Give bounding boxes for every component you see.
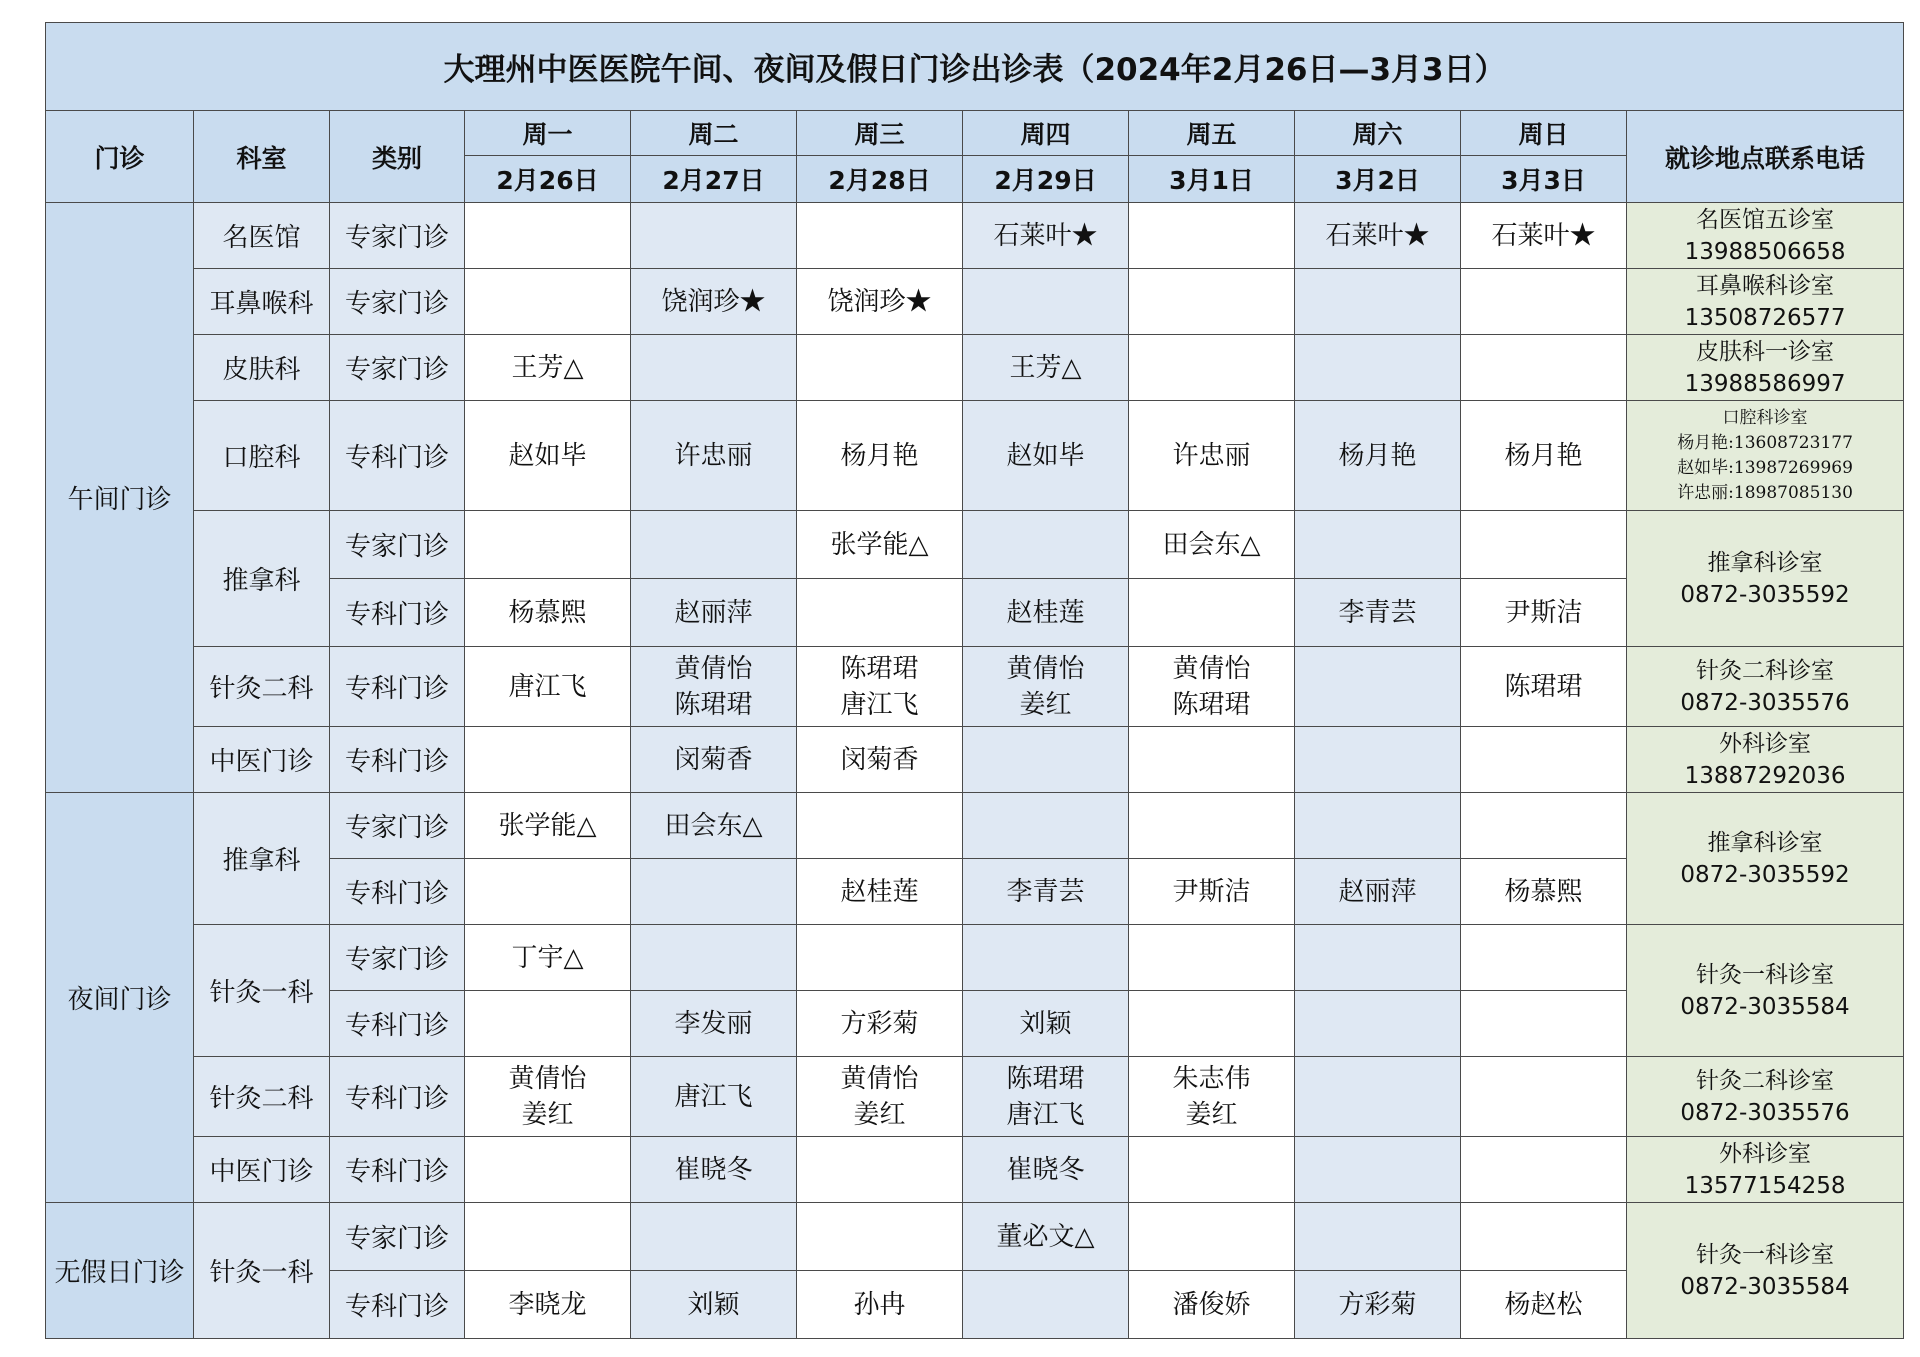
doctor-cell-thu: [963, 511, 1129, 579]
table-row: [46, 203, 1904, 269]
dept-cell: 耳鼻喉科: [194, 269, 330, 335]
doctor-cell-wed: [797, 859, 963, 925]
contact-location: 外科诊室: [1719, 1140, 1812, 1167]
doctor-name: 姜红: [521, 1099, 574, 1130]
category-cell: 专科门诊: [330, 401, 465, 511]
doctor-name: 潘俊娇: [1172, 1289, 1251, 1320]
contact-phone: 0872-3035584: [1680, 993, 1850, 1020]
doctor-cell-sun: [1461, 1057, 1627, 1137]
header-day-sun: 周日: [1461, 111, 1627, 156]
contact-cell: [1627, 1057, 1904, 1137]
doctor-name: 饶润珍★: [827, 286, 932, 317]
header-date-sun: 3月3日: [1461, 156, 1627, 203]
doctor-cell-sat: [1295, 727, 1461, 793]
contact-location: 推拿科诊室: [1707, 549, 1823, 576]
doctor-name: 田会东△: [664, 810, 763, 841]
contact-phone: 0872-3035592: [1680, 861, 1850, 888]
doctor-cell-fri: [1129, 793, 1295, 859]
table-row: [46, 1203, 1904, 1271]
doctor-cell-fri: [1129, 1057, 1295, 1137]
doctor-cell-wed: [797, 727, 963, 793]
doctor-cell-fri: [1129, 1203, 1295, 1271]
doctor-name: 杨慕熙: [1504, 876, 1583, 907]
doctor-cell-tue: [631, 991, 797, 1057]
table-row: [46, 335, 1904, 401]
doctor-name: 唐江飞: [1006, 1099, 1085, 1130]
doctor-cell-wed: [797, 1203, 963, 1271]
doctor-cell-mon: [465, 401, 631, 511]
doctor-cell-wed: [797, 401, 963, 511]
doctor-cell-fri: [1129, 991, 1295, 1057]
doctor-name: 尹斯洁: [1504, 597, 1583, 628]
doctor-cell-mon: [465, 859, 631, 925]
doctor-cell-tue: [631, 335, 797, 401]
header-session: 门诊: [46, 111, 194, 203]
doctor-cell-thu: [963, 335, 1129, 401]
contact-location: 针灸二科诊室: [1696, 657, 1835, 684]
contact-location: 针灸二科诊室: [1696, 1067, 1835, 1094]
dept-cell: 推拿科: [194, 793, 330, 925]
doctor-cell-sun: [1461, 579, 1627, 647]
category-cell: 专家门诊: [330, 793, 465, 859]
doctor-name: 杨赵松: [1504, 1289, 1583, 1320]
contact-location: 名医馆五诊室: [1696, 206, 1835, 233]
doctor-cell-sun: [1461, 647, 1627, 727]
category-cell: 专科门诊: [330, 1137, 465, 1203]
doctor-cell-fri: [1129, 401, 1295, 511]
doctor-name: 赵桂莲: [840, 876, 919, 907]
doctor-cell-mon: [465, 1057, 631, 1137]
doctor-cell-wed: [797, 335, 963, 401]
header-day-thu: 周四: [963, 111, 1129, 156]
category-cell: 专科门诊: [330, 1057, 465, 1137]
category-cell: 专科门诊: [330, 647, 465, 727]
dept-cell: 皮肤科: [194, 335, 330, 401]
category-cell: 专科门诊: [330, 579, 465, 647]
contact-location: 皮肤科一诊室: [1696, 338, 1835, 365]
category-cell: 专科门诊: [330, 727, 465, 793]
doctor-cell-thu: [963, 269, 1129, 335]
doctor-cell-sat: [1295, 579, 1461, 647]
doctor-cell-wed: [797, 925, 963, 991]
doctor-cell-sun: [1461, 1271, 1627, 1339]
doctor-cell-thu: [963, 727, 1129, 793]
contact-phone: 杨月艳:13608723177: [1677, 432, 1853, 453]
doctor-cell-tue: [631, 1203, 797, 1271]
doctor-name: 孙冉: [853, 1289, 906, 1320]
header-date-wed: 2月28日: [797, 156, 963, 203]
dept-cell: 中医门诊: [194, 1137, 330, 1203]
contact-phone: 13577154258: [1684, 1172, 1846, 1199]
doctor-cell-sat: [1295, 1203, 1461, 1271]
doctor-cell-tue: [631, 1271, 797, 1339]
header-day-fri: 周五: [1129, 111, 1295, 156]
header-day-mon: 周一: [465, 111, 631, 156]
header-date-fri: 3月1日: [1129, 156, 1295, 203]
header-date-thu: 2月29日: [963, 156, 1129, 203]
table-title: 大理州中医医院午间、夜间及假日门诊出诊表（2024年2月26日—3月3日）: [46, 23, 1904, 111]
table-row: [46, 647, 1904, 727]
contact-phone: 13988586997: [1684, 370, 1846, 397]
doctor-cell-mon: [465, 925, 631, 991]
doctor-name: 王芳△: [1009, 352, 1082, 383]
doctor-name: 丁宇△: [511, 942, 584, 973]
doctor-cell-sat: [1295, 647, 1461, 727]
doctor-cell-wed: [797, 1137, 963, 1203]
doctor-cell-sat: [1295, 859, 1461, 925]
doctor-cell-fri: [1129, 579, 1295, 647]
doctor-name: 赵丽萍: [674, 597, 753, 628]
doctor-cell-sat: [1295, 401, 1461, 511]
doctor-cell-mon: [465, 269, 631, 335]
header-date-sat: 3月2日: [1295, 156, 1461, 203]
doctor-cell-sun: [1461, 203, 1627, 269]
doctor-name: 闵菊香: [674, 744, 753, 775]
doctor-cell-wed: [797, 269, 963, 335]
contact-cell: [1627, 925, 1904, 1057]
doctor-cell-sun: [1461, 335, 1627, 401]
doctor-name: 黄倩怡: [1006, 653, 1085, 684]
header-row-days: [46, 111, 1904, 156]
doctor-cell-wed: [797, 793, 963, 859]
schedule-table: [45, 22, 1904, 1339]
doctor-cell-tue: [631, 579, 797, 647]
doctor-name: 姜红: [1185, 1099, 1238, 1130]
doctor-name: 唐江飞: [674, 1081, 753, 1112]
doctor-cell-wed: [797, 511, 963, 579]
contact-cell: [1627, 1137, 1904, 1203]
category-cell: 专家门诊: [330, 925, 465, 991]
doctor-name: 王芳△: [511, 352, 584, 383]
doctor-name: 赵桂莲: [1006, 597, 1085, 628]
contact-location: 口腔科诊室: [1722, 407, 1808, 428]
doctor-name: 唐江飞: [508, 671, 587, 702]
doctor-cell-sun: [1461, 793, 1627, 859]
doctor-cell-mon: [465, 511, 631, 579]
doctor-name: 陈珺珺: [1006, 1063, 1085, 1094]
header-day-wed: 周三: [797, 111, 963, 156]
header-category: 类别: [330, 111, 465, 203]
doctor-cell-sat: [1295, 269, 1461, 335]
doctor-cell-tue: [631, 203, 797, 269]
header-dept: 科室: [194, 111, 330, 203]
doctor-cell-sat: [1295, 793, 1461, 859]
doctor-cell-wed: [797, 1057, 963, 1137]
session-cell: 夜间门诊: [46, 793, 194, 1203]
table-row: [46, 925, 1904, 991]
dept-cell: 名医馆: [194, 203, 330, 269]
doctor-cell-tue: [631, 793, 797, 859]
table-row: [46, 793, 1904, 859]
contact-cell: [1627, 727, 1904, 793]
contact-phone: 13988506658: [1684, 238, 1846, 265]
doctor-cell-fri: [1129, 925, 1295, 991]
doctor-cell-thu: [963, 1137, 1129, 1203]
doctor-cell-sun: [1461, 859, 1627, 925]
doctor-name: 许忠丽: [1172, 440, 1251, 471]
doctor-cell-fri: [1129, 335, 1295, 401]
contact-cell: [1627, 1203, 1904, 1339]
category-cell: 专家门诊: [330, 1203, 465, 1271]
doctor-cell-tue: [631, 925, 797, 991]
header-day-tue: 周二: [631, 111, 797, 156]
doctor-cell-fri: [1129, 727, 1295, 793]
contact-phone: 0872-3035584: [1680, 1273, 1850, 1300]
doctor-cell-sat: [1295, 925, 1461, 991]
doctor-name: 黄倩怡: [840, 1063, 919, 1094]
contact-phone: 赵如毕:13987269969: [1677, 457, 1853, 478]
doctor-cell-fri: [1129, 1137, 1295, 1203]
doctor-name: 石莱叶★: [1491, 220, 1596, 251]
doctor-cell-thu: [963, 1057, 1129, 1137]
table-row: [46, 727, 1904, 793]
table-row: [46, 1137, 1904, 1203]
contact-cell: [1627, 269, 1904, 335]
doctor-name: 方彩菊: [1338, 1289, 1417, 1320]
doctor-cell-mon: [465, 203, 631, 269]
doctor-cell-tue: [631, 859, 797, 925]
category-cell: 专科门诊: [330, 1271, 465, 1339]
contact-cell: [1627, 647, 1904, 727]
contact-phone: 0872-3035576: [1680, 689, 1850, 716]
contact-location: 针灸一科诊室: [1696, 961, 1835, 988]
doctor-name: 刘颖: [687, 1289, 740, 1320]
session-cell: 午间门诊: [46, 203, 194, 793]
doctor-cell-sat: [1295, 203, 1461, 269]
doctor-name: 石莱叶★: [993, 220, 1098, 251]
contact-location: 耳鼻喉科诊室: [1696, 272, 1835, 299]
doctor-name: 李青芸: [1006, 876, 1085, 907]
header-date-tue: 2月27日: [631, 156, 797, 203]
doctor-name: 杨月艳: [840, 440, 919, 471]
dept-cell: 针灸一科: [194, 925, 330, 1057]
table-row: [46, 1057, 1904, 1137]
category-cell: 专科门诊: [330, 859, 465, 925]
doctor-name: 董必文△: [996, 1221, 1095, 1252]
dept-cell: 针灸二科: [194, 1057, 330, 1137]
table-row: [46, 401, 1904, 511]
doctor-name: 李发丽: [674, 1008, 753, 1039]
contact-cell: [1627, 401, 1904, 511]
dept-cell: 针灸一科: [194, 1203, 330, 1339]
doctor-cell-sun: [1461, 1203, 1627, 1271]
doctor-cell-thu: [963, 1271, 1129, 1339]
doctor-name: 唐江飞: [840, 689, 919, 720]
doctor-cell-thu: [963, 579, 1129, 647]
title-row: [46, 23, 1904, 111]
doctor-name: 刘颖: [1019, 1008, 1072, 1039]
doctor-cell-fri: [1129, 1271, 1295, 1339]
contact-phone: 13887292036: [1684, 762, 1846, 789]
doctor-cell-sun: [1461, 1137, 1627, 1203]
doctor-name: 黄倩怡: [1172, 653, 1251, 684]
table-row: [46, 269, 1904, 335]
doctor-cell-sun: [1461, 401, 1627, 511]
doctor-cell-fri: [1129, 511, 1295, 579]
doctor-name: 姜红: [853, 1099, 906, 1130]
doctor-name: 尹斯洁: [1172, 876, 1251, 907]
contact-phone: 0872-3035576: [1680, 1099, 1850, 1126]
doctor-cell-sun: [1461, 991, 1627, 1057]
table-row: [46, 511, 1904, 579]
doctor-cell-mon: [465, 1203, 631, 1271]
doctor-cell-sat: [1295, 1137, 1461, 1203]
doctor-cell-fri: [1129, 859, 1295, 925]
doctor-cell-tue: [631, 1137, 797, 1203]
category-cell: 专科门诊: [330, 991, 465, 1057]
doctor-cell-sat: [1295, 511, 1461, 579]
doctor-cell-thu: [963, 401, 1129, 511]
doctor-cell-fri: [1129, 269, 1295, 335]
doctor-name: 姜红: [1019, 689, 1072, 720]
doctor-name: 赵丽萍: [1338, 876, 1417, 907]
header-day-sat: 周六: [1295, 111, 1461, 156]
header-date-mon: 2月26日: [465, 156, 631, 203]
doctor-cell-mon: [465, 335, 631, 401]
doctor-cell-thu: [963, 859, 1129, 925]
doctor-cell-tue: [631, 1057, 797, 1137]
doctor-cell-thu: [963, 1203, 1129, 1271]
doctor-cell-mon: [465, 579, 631, 647]
doctor-cell-wed: [797, 991, 963, 1057]
doctor-cell-thu: [963, 925, 1129, 991]
category-cell: 专家门诊: [330, 203, 465, 269]
contact-cell: [1627, 203, 1904, 269]
doctor-name: 陈珺珺: [674, 689, 753, 720]
doctor-name: 田会东△: [1162, 529, 1261, 560]
dept-cell: 口腔科: [194, 401, 330, 511]
doctor-cell-tue: [631, 269, 797, 335]
doctor-cell-sat: [1295, 1057, 1461, 1137]
doctor-cell-mon: [465, 1137, 631, 1203]
doctor-cell-sat: [1295, 335, 1461, 401]
doctor-name: 朱志伟: [1172, 1063, 1251, 1094]
doctor-cell-tue: [631, 647, 797, 727]
doctor-name: 黄倩怡: [674, 653, 753, 684]
doctor-cell-sun: [1461, 925, 1627, 991]
contact-cell: [1627, 335, 1904, 401]
doctor-name: 杨月艳: [1504, 440, 1583, 471]
doctor-name: 崔晓冬: [1006, 1154, 1085, 1185]
session-cell: 无假日门诊: [46, 1203, 194, 1339]
doctor-cell-mon: [465, 793, 631, 859]
doctor-cell-thu: [963, 203, 1129, 269]
doctor-cell-tue: [631, 727, 797, 793]
category-cell: 专家门诊: [330, 269, 465, 335]
dept-cell: 针灸二科: [194, 647, 330, 727]
doctor-name: 李晓龙: [508, 1289, 587, 1320]
contact-cell: [1627, 511, 1904, 647]
doctor-cell-sun: [1461, 511, 1627, 579]
doctor-cell-sun: [1461, 269, 1627, 335]
contact-phone: 许忠丽:18987085130: [1677, 482, 1853, 503]
doctor-cell-tue: [631, 401, 797, 511]
category-cell: 专家门诊: [330, 335, 465, 401]
doctor-name: 陈珺珺: [1172, 689, 1251, 720]
doctor-name: 崔晓冬: [674, 1154, 753, 1185]
doctor-name: 张学能△: [498, 810, 597, 841]
doctor-name: 李青芸: [1338, 597, 1417, 628]
doctor-cell-mon: [465, 1271, 631, 1339]
doctor-name: 方彩菊: [840, 1008, 919, 1039]
contact-cell: [1627, 793, 1904, 925]
doctor-cell-fri: [1129, 647, 1295, 727]
doctor-cell-mon: [465, 647, 631, 727]
doctor-name: 杨月艳: [1338, 440, 1417, 471]
category-cell: 专家门诊: [330, 511, 465, 579]
doctor-name: 张学能△: [830, 529, 929, 560]
doctor-cell-tue: [631, 511, 797, 579]
doctor-cell-mon: [465, 991, 631, 1057]
doctor-cell-wed: [797, 203, 963, 269]
doctor-cell-fri: [1129, 203, 1295, 269]
contact-location: 推拿科诊室: [1707, 829, 1823, 856]
doctor-cell-sat: [1295, 1271, 1461, 1339]
doctor-name: 赵如毕: [1006, 440, 1085, 471]
doctor-name: 许忠丽: [674, 440, 753, 471]
doctor-cell-sun: [1461, 727, 1627, 793]
doctor-name: 杨慕熙: [508, 597, 587, 628]
dept-cell: 中医门诊: [194, 727, 330, 793]
doctor-name: 赵如毕: [508, 440, 587, 471]
doctor-cell-thu: [963, 793, 1129, 859]
doctor-name: 石莱叶★: [1325, 220, 1430, 251]
dept-cell: 推拿科: [194, 511, 330, 647]
doctor-cell-thu: [963, 991, 1129, 1057]
doctor-cell-thu: [963, 647, 1129, 727]
doctor-cell-wed: [797, 647, 963, 727]
doctor-name: 黄倩怡: [508, 1063, 587, 1094]
header-contact: 就诊地点联系电话: [1627, 111, 1904, 203]
doctor-name: 陈珺珺: [1504, 671, 1583, 702]
doctor-name: 陈珺珺: [840, 653, 919, 684]
contact-phone: 13508726577: [1684, 304, 1846, 331]
doctor-cell-sat: [1295, 991, 1461, 1057]
doctor-cell-mon: [465, 727, 631, 793]
doctor-cell-wed: [797, 579, 963, 647]
contact-phone: 0872-3035592: [1680, 581, 1850, 608]
doctor-name: 饶润珍★: [661, 286, 766, 317]
doctor-name: 闵菊香: [840, 744, 919, 775]
contact-location: 外科诊室: [1719, 730, 1812, 757]
doctor-cell-wed: [797, 1271, 963, 1339]
contact-location: 针灸一科诊室: [1696, 1241, 1835, 1268]
